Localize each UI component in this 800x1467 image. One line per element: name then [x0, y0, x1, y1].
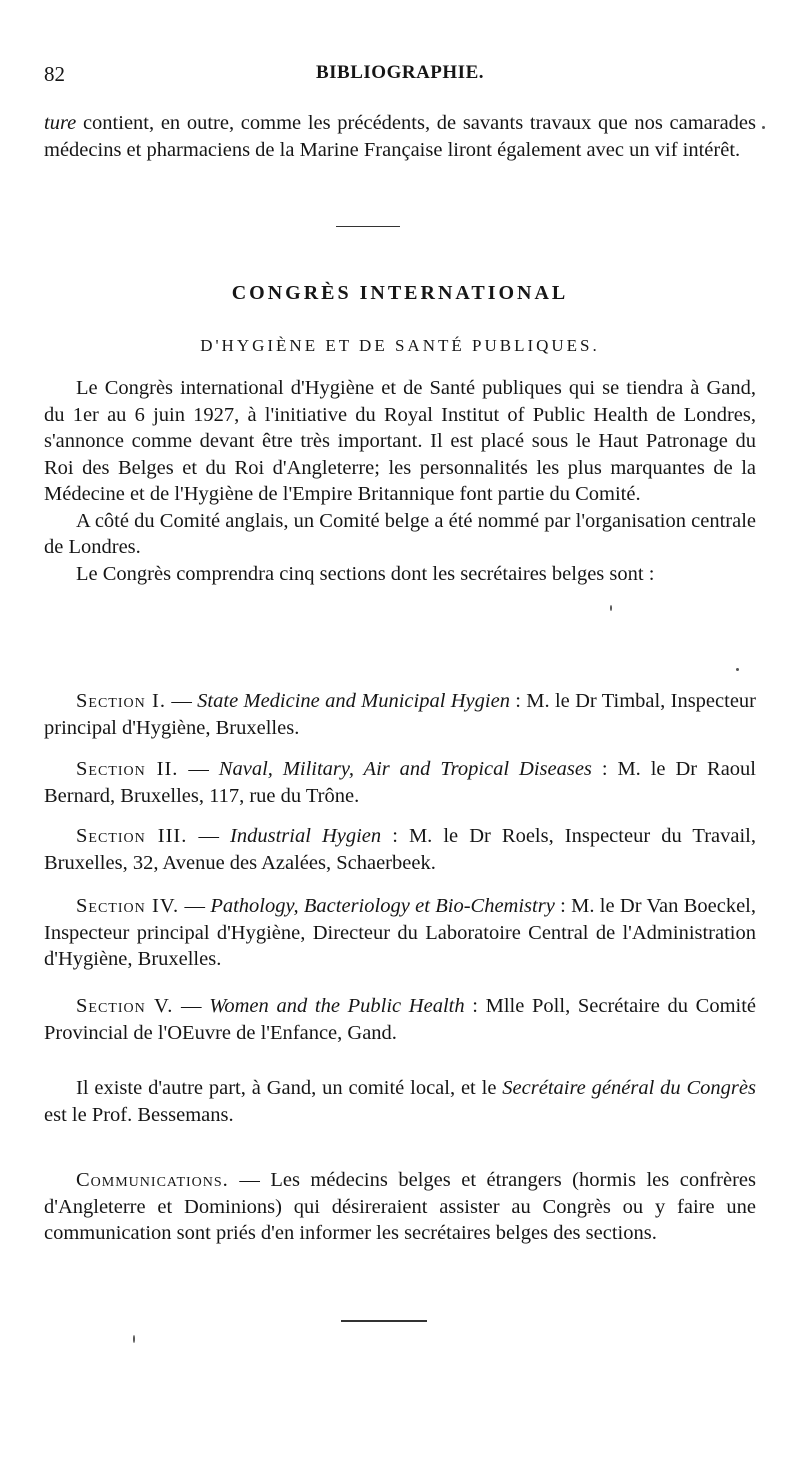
intro-paragraph: Le Congrès international d'Hygiène et de Santé publiques qui se tiendra à Gand, du 1er au 6 juin 1927, à l'initiative du Royal Institut of Public Health de Londres, s'annonce comme devant être très important. Il est placé sous le Haut Patronage du Roi des Belges et du Roi d'Angleterre; les personnalités les plus marquantes de la Médecine et de l'Hygiène de l'Empire Britannique font partie du Comité. [44, 377, 756, 505]
section-label: Section I. [76, 690, 167, 712]
section-dash: — [178, 758, 219, 780]
section-title: Pathology, Bacteriology et Bio-Chemistry [210, 895, 555, 917]
article-subtitle: D'HYGIÈNE ET DE SANTÉ PUBLIQUES. [200, 336, 600, 355]
intro-paragraph: Le Congrès comprendra cinq sections dont les secrétaires belges sont : [76, 562, 655, 585]
section-title: Women and the Public Health [209, 995, 465, 1017]
section-entry [44, 756, 756, 809]
article-intro [44, 375, 756, 587]
scan-speck [736, 668, 739, 671]
section-label: Section IV. [76, 895, 180, 917]
section-secretary: : M. le Dr Timbal, Inspecteur principal d'Hygiène, Bruxelles. [44, 690, 757, 739]
local-committee-before: Il existe d'autre part, à Gand, un comité local, et le [76, 1077, 503, 1099]
section-title: Industrial Hygien [230, 825, 382, 847]
page-header [44, 62, 756, 92]
intro-paragraph: A côté du Comité anglais, un Comité belge a été nommé par l'organisation centrale de Londres. [44, 509, 756, 558]
section-dash: — [166, 690, 198, 712]
section-entry [44, 688, 756, 741]
local-committee-paragraph [44, 1075, 756, 1128]
section-label: Section V. [76, 995, 174, 1017]
section-label: Section II. [76, 758, 179, 780]
section-entry [44, 823, 756, 876]
scan-speck [762, 126, 765, 129]
section-secretary: : M. le Dr Van Boeckel, Inspecteur principal d'Hygiène, Directeur du Laboratoire Central de l'Administration d'Hygiène, Bruxelles. [44, 895, 757, 970]
communications-label: Communications. [76, 1169, 229, 1191]
continuation-lead: ture [44, 112, 77, 134]
section-secretary: : M. le Dr Raoul Bernard, Bruxelles, 117, rue du Trône. [44, 758, 756, 807]
scan-speck [133, 1335, 135, 1343]
section-dash: — [179, 895, 211, 917]
section-entry [44, 993, 756, 1046]
section-title: State Medicine and Municipal Hygien [197, 690, 510, 712]
section-dash: — [187, 825, 231, 847]
scan-speck [610, 605, 612, 611]
section-divider-bottom [341, 1320, 427, 1322]
continuation-paragraph [44, 110, 756, 163]
section-title: Naval, Military, Air and Tropical Diseases [218, 758, 592, 780]
article-title: CONGRÈS INTERNATIONAL [231, 282, 569, 304]
communications-paragraph [44, 1167, 756, 1247]
communications-text: — Les médecins belges et étrangers (hormis les confrères d'Angleterre et Dominions) qui désireraient assister au Congrès ou y faire une communication sont priés d'en informer les secrétaires belges des sections. [44, 1169, 756, 1244]
continuation-text: contient, en outre, comme les précédents, de savants travaux que nos camarades médecins et pharmaciens de la Marine Française liront également avec un vif intérêt. [44, 112, 756, 161]
local-committee-role: Secrétaire général du Congrès [502, 1077, 756, 1099]
section-label: Section III. [76, 825, 188, 847]
section-secretary: : Mlle Poll, Secrétaire du Comité Provincial de l'OEuvre de l'Enfance, Gand. [44, 995, 757, 1044]
local-committee-after: est le Prof. Bessemans. [44, 1103, 234, 1126]
section-entry [44, 893, 756, 973]
section-dash: — [173, 995, 210, 1017]
section-secretary: : M. le Dr Roels, Inspecteur du Travail, Bruxelles, 32, Avenue des Azalées, Schaerbeek. [44, 825, 756, 874]
page-number: 82 [44, 62, 65, 86]
section-divider-top [336, 226, 400, 227]
running-title: BIBLIOGRAPHIE. [315, 62, 484, 83]
